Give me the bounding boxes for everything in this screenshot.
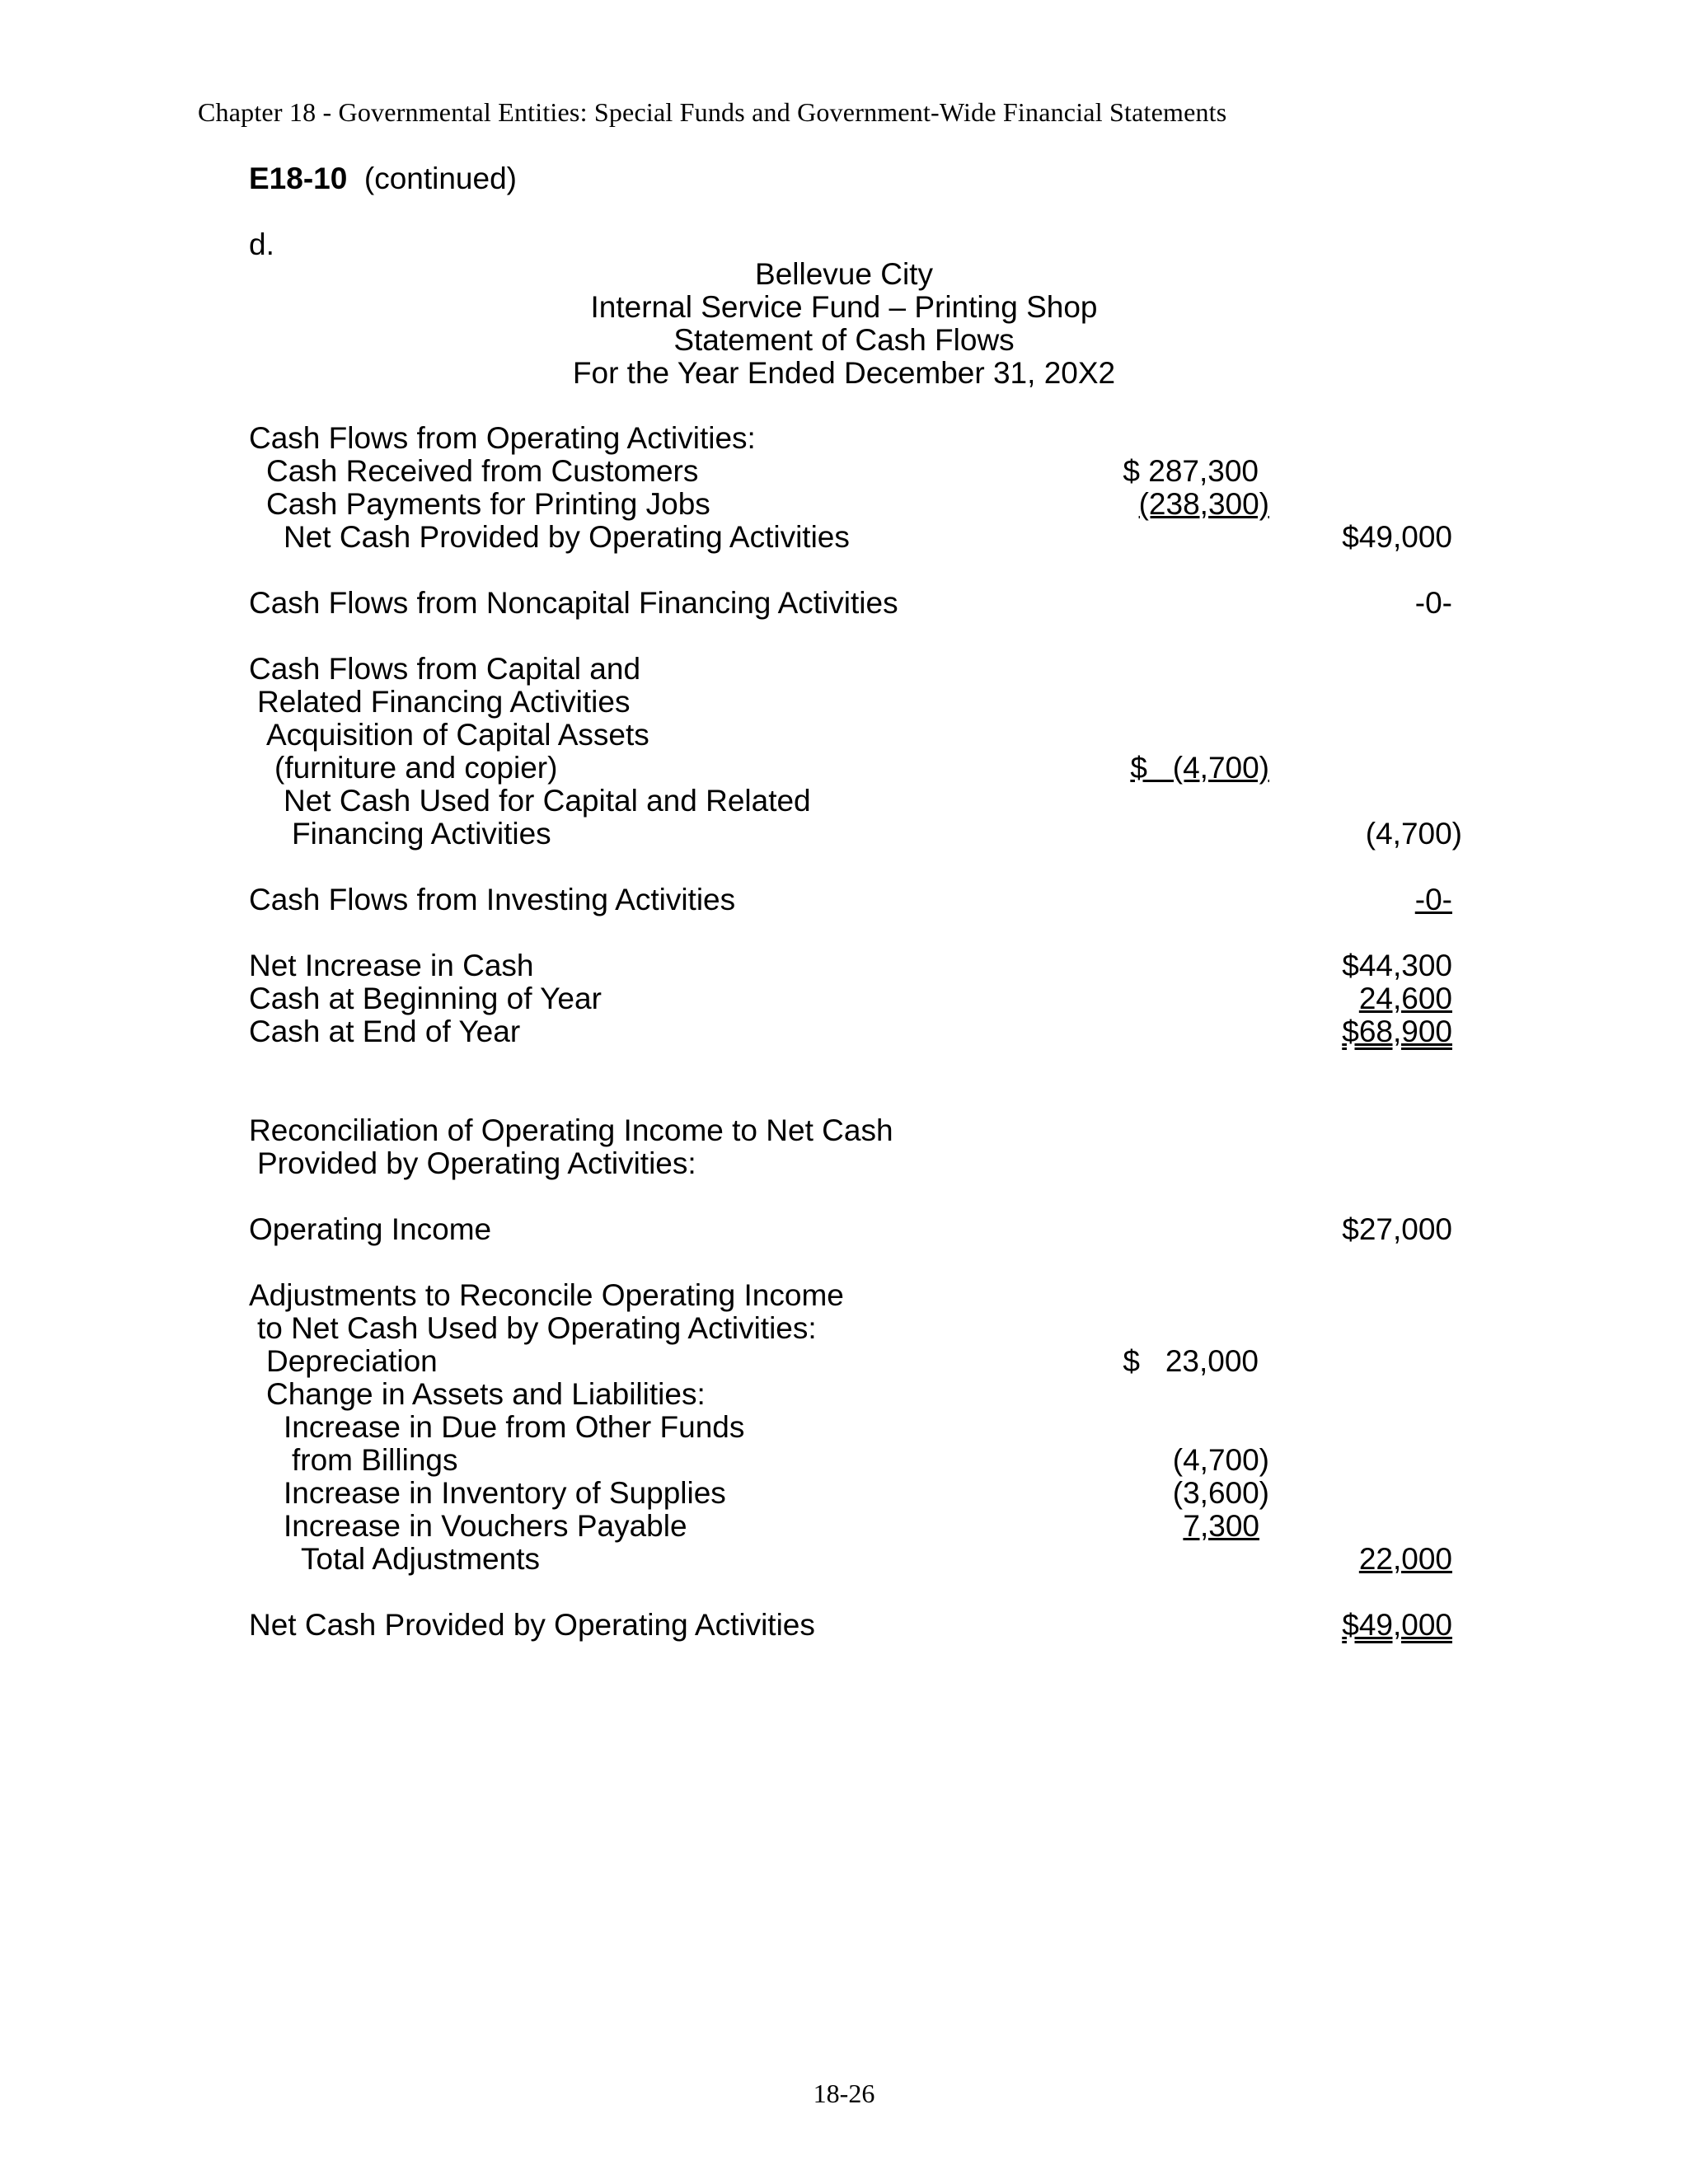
statement-row xyxy=(249,686,1452,719)
exercise-id: E18-10 xyxy=(249,162,348,195)
row-label: Cash Payments for Printing Jobs xyxy=(266,487,710,521)
statement-row xyxy=(249,1477,1452,1510)
statement-row xyxy=(249,653,1452,686)
row-amount-total: $44,300 xyxy=(1342,949,1452,982)
row-label: Net Cash Provided by Operating Activities xyxy=(284,520,850,554)
statement-row xyxy=(249,982,1452,1015)
row-label: Cash Received from Customers xyxy=(266,454,699,488)
statement-title-block xyxy=(0,258,1688,390)
row-amount-detail: $ 23,000 xyxy=(1123,1344,1259,1378)
row-amount-total: $68,900 xyxy=(1342,1015,1452,1048)
statement-row xyxy=(249,1114,1452,1147)
row-label: Depreciation xyxy=(266,1344,438,1378)
row-label: Cash Flows from Investing Activities xyxy=(249,883,736,916)
row-amount-total: $49,000 xyxy=(1342,1608,1452,1642)
row-amount-detail: $ (4,700) xyxy=(1130,751,1269,785)
statement-name: Statement of Cash Flows xyxy=(673,323,1015,357)
row-amount-total: 22,000 xyxy=(1358,1542,1452,1576)
statement-row xyxy=(249,1015,1452,1048)
statement-row xyxy=(249,1279,1452,1312)
statement-row xyxy=(249,1543,1452,1576)
row-amount-detail: (4,700) xyxy=(1172,1443,1269,1477)
row-amount-total: (4,700) xyxy=(1365,817,1462,851)
row-label: Increase in Inventory of Supplies xyxy=(284,1476,726,1510)
exercise-heading xyxy=(249,162,517,196)
statement-row xyxy=(249,1609,1452,1642)
row-amount-total: $49,000 xyxy=(1342,520,1452,554)
row-amount-detail: (238,300) xyxy=(1138,487,1269,521)
row-label: Net Cash Provided by Operating Activities xyxy=(249,1608,815,1642)
row-label: Acquisition of Capital Assets xyxy=(266,718,649,752)
row-label: Increase in Vouchers Payable xyxy=(284,1509,687,1543)
statement-row xyxy=(249,949,1452,982)
row-label: Provided by Operating Activities: xyxy=(257,1146,696,1180)
statement-row xyxy=(249,1378,1452,1411)
row-label: (furniture and copier) xyxy=(274,751,558,785)
row-label: Financing Activities xyxy=(292,817,551,851)
statement-row xyxy=(249,1345,1452,1378)
exercise-part-label: d. xyxy=(249,227,274,261)
row-label: Cash at Beginning of Year xyxy=(249,982,602,1015)
cash-flow-statement xyxy=(249,421,1462,1642)
chapter-header: Chapter 18 - Governmental Entities: Special Funds and Government-Wide Financial Statements xyxy=(198,97,1227,127)
statement-row xyxy=(249,1213,1452,1246)
statement-row xyxy=(249,587,1452,620)
row-label: Change in Assets and Liabilities: xyxy=(266,1377,706,1411)
row-label: Net Cash Used for Capital and Related xyxy=(284,784,811,818)
row-amount-total: 24,600 xyxy=(1358,982,1452,1015)
statement-row xyxy=(249,1147,1452,1180)
row-label: Related Financing Activities xyxy=(257,685,631,719)
statement-row xyxy=(249,422,1452,455)
row-label: Cash Flows from Operating Activities: xyxy=(249,421,756,455)
statement-row xyxy=(249,719,1452,752)
statement-row xyxy=(249,752,1452,785)
statement-period: For the Year Ended December 31, 20X2 xyxy=(572,356,1116,390)
row-label: Net Increase in Cash xyxy=(249,949,534,982)
statement-row xyxy=(249,785,1452,818)
row-label: from Billings xyxy=(292,1443,458,1477)
row-amount-total: -0- xyxy=(1414,883,1452,916)
statement-row xyxy=(249,521,1452,554)
row-label: Operating Income xyxy=(249,1212,492,1246)
exercise-suffix: (continued) xyxy=(363,162,517,195)
row-label: Cash Flows from Capital and xyxy=(249,652,641,686)
statement-row xyxy=(249,817,1462,851)
row-label: Adjustments to Reconcile Operating Income xyxy=(249,1278,844,1312)
row-label: Total Adjustments xyxy=(301,1542,540,1576)
row-amount-detail: 7,300 xyxy=(1183,1509,1259,1543)
row-label: to Net Cash Used by Operating Activities: xyxy=(257,1311,817,1345)
statement-row xyxy=(249,455,1452,488)
statement-row xyxy=(249,1312,1452,1345)
row-label: Cash at End of Year xyxy=(249,1015,521,1048)
row-label: Cash Flows from Noncapital Financing Activities xyxy=(249,586,898,620)
statement-row xyxy=(249,883,1452,916)
row-amount-detail: $ 287,300 xyxy=(1123,454,1259,488)
row-label: Increase in Due from Other Funds xyxy=(284,1410,745,1444)
row-label: Reconciliation of Operating Income to Net Cash xyxy=(249,1113,893,1147)
statement-fund: Internal Service Fund – Printing Shop xyxy=(590,290,1098,324)
statement-entity: Bellevue City xyxy=(755,257,933,291)
row-amount-detail: (3,600) xyxy=(1172,1476,1269,1510)
row-amount-total: -0- xyxy=(1414,586,1452,620)
row-amount-total: $27,000 xyxy=(1342,1212,1452,1246)
page-number: 18-26 xyxy=(813,2079,875,2108)
statement-row xyxy=(249,1444,1452,1477)
statement-row xyxy=(249,1510,1452,1543)
statement-row xyxy=(249,1411,1452,1444)
statement-row xyxy=(249,488,1452,521)
